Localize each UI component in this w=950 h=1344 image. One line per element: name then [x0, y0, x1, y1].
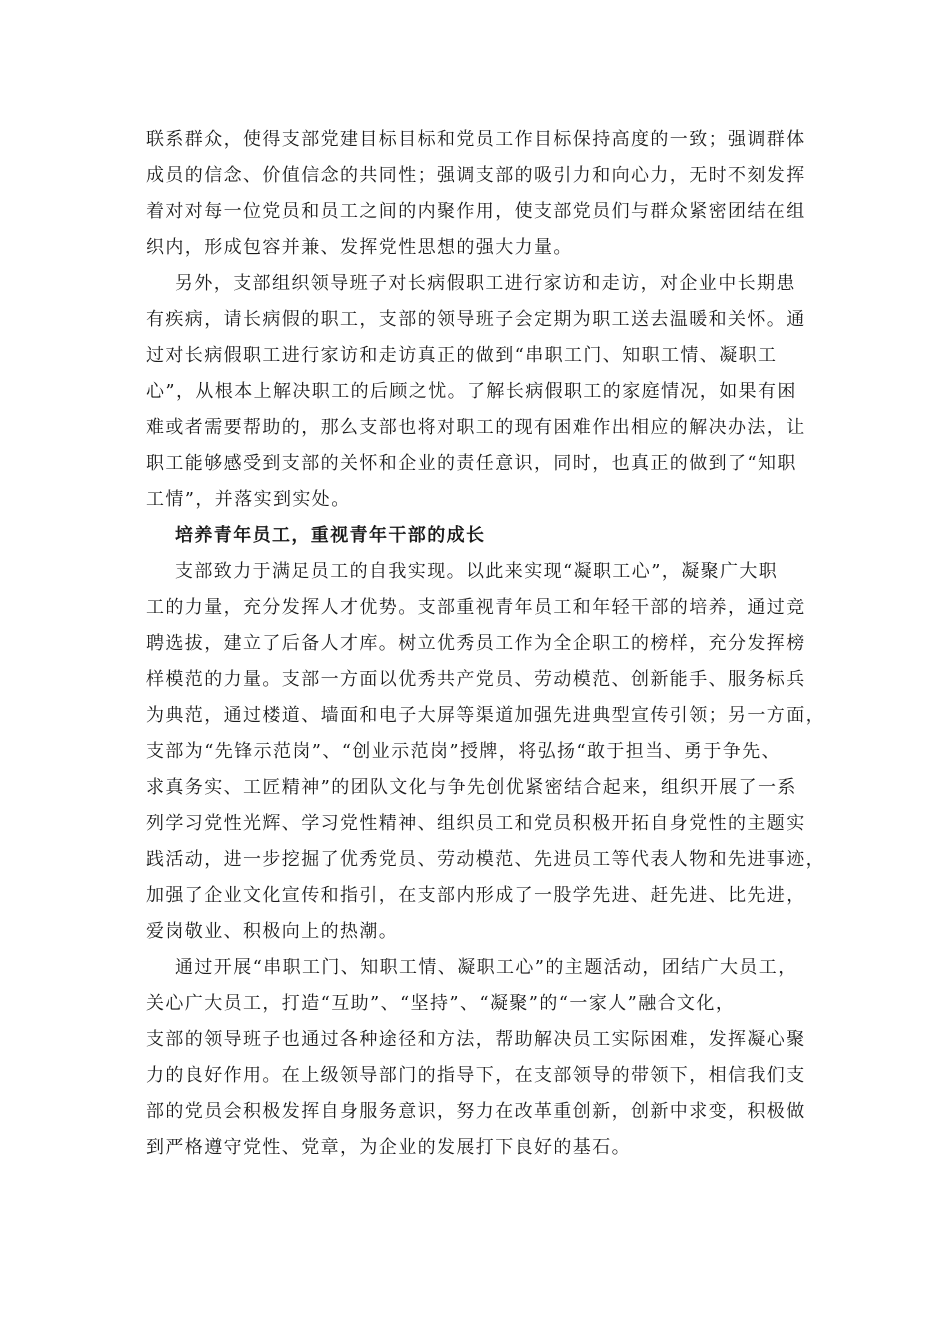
paragraph: [146, 950, 806, 1166]
text-line: 职工能够感受到支部的关怀和企业的责任意识，同时，也真正的做到了“知职: [146, 453, 797, 474]
text-line: 聘选拔，建立了后备人才库。树立优秀员工作为全企职工的榜样，充分发挥榜: [146, 633, 806, 654]
text-line: 样模范的力量。支部一方面以优秀共产党员、劳动模范、创新能手、服务标兵: [146, 669, 806, 690]
text-line: 另外，支部组织领导班子对长病假职工进行家访和走访，对企业中长期患: [175, 273, 796, 294]
paragraph: [146, 554, 825, 950]
text-line: 过对长病假职工进行家访和走访真正的做到“串职工门、知职工情、凝职工: [146, 345, 778, 366]
text-line: 支部的领导班子也通过各种途径和方法，帮助解决员工实际困难，发挥凝心聚: [146, 1029, 806, 1050]
text-line: 关心广大员工，打造“互助”、“坚持”、“凝聚”的“一家人”融合文化，: [146, 993, 736, 1014]
text-line: 通过开展“串职工门、知职工情、凝职工心”的主题活动，团结广大员工，: [175, 957, 798, 978]
section-heading: [146, 518, 806, 554]
text-line: 难或者需要帮助的，那么支部也将对职工的现有困难作出相应的解决办法，让: [146, 417, 806, 438]
text-line: 加强了企业文化宣传和指引，在支部内形成了一股学先进、赶先进、比先进，: [146, 885, 806, 906]
text-line: 到严格遵守党性、党章，为企业的发展打下良好的基石。: [146, 1137, 631, 1158]
text-line: 践活动，进一步挖掘了优秀党员、劳动模范、先进员工等代表人物和先进事迹，: [146, 849, 825, 870]
text-line: 为典范，通过楼道、墙面和电子大屏等渠道加强先进典型宣传引领；另一方面，: [146, 705, 825, 726]
text-line: 联系群众，使得支部党建目标目标和党员工作目标保持高度的一致；强调群体: [146, 129, 806, 150]
text-line: 爱岗敬业、积极向上的热潮。: [146, 921, 399, 942]
paragraph: [146, 122, 806, 266]
text-line: 心”，从根本上解决职工的后顾之忧。了解长病假职工的家庭情况，如果有困: [146, 381, 797, 402]
document-body: [146, 122, 825, 1166]
text-line: 支部为“先锋示范岗”、“创业示范岗”授牌，将弘扬“敢于担当、勇于争先、: [146, 741, 782, 762]
text-line: 有疾病，请长病假的职工，支部的领导班子会定期为职工送去温暖和关怀。通: [146, 309, 806, 330]
text-line: 力的良好作用。在上级领导部门的指导下，在支部领导的带领下，相信我们支: [146, 1065, 806, 1086]
text-line: 求真务实、工匠精神”的团队文化与争先创优紧密结合起来，组织开展了一系: [146, 777, 797, 798]
text-line: 工情”，并落实到实处。: [146, 489, 351, 510]
text-line: 支部致力于满足员工的自我实现。以此来实现“凝职工心”，凝聚广大职: [175, 561, 779, 582]
paragraph: [146, 266, 806, 518]
text-line: 着对对每一位党员和员工之间的内聚作用，使支部党员们与群众紧密团结在组: [146, 201, 806, 222]
text-line: 织内，形成包容并兼、发挥党性思想的强大力量。: [146, 237, 573, 258]
text-line: 成员的信念、价值信念的共同性；强调支部的吸引力和向心力，无时不刻发挥: [146, 165, 806, 186]
heading-line: 培养青年员工，重视青年干部的成长: [175, 525, 486, 546]
text-line: 列学习党性光辉、学习党性精神、组织员工和党员积极开拓自身党性的主题实: [146, 813, 806, 834]
text-line: 工的力量，充分发挥人才优势。支部重视青年员工和年轻干部的培养，通过竞: [146, 597, 806, 618]
text-line: 部的党员会积极发挥自身服务意识，努力在改革重创新，创新中求变，积极做: [146, 1101, 806, 1122]
